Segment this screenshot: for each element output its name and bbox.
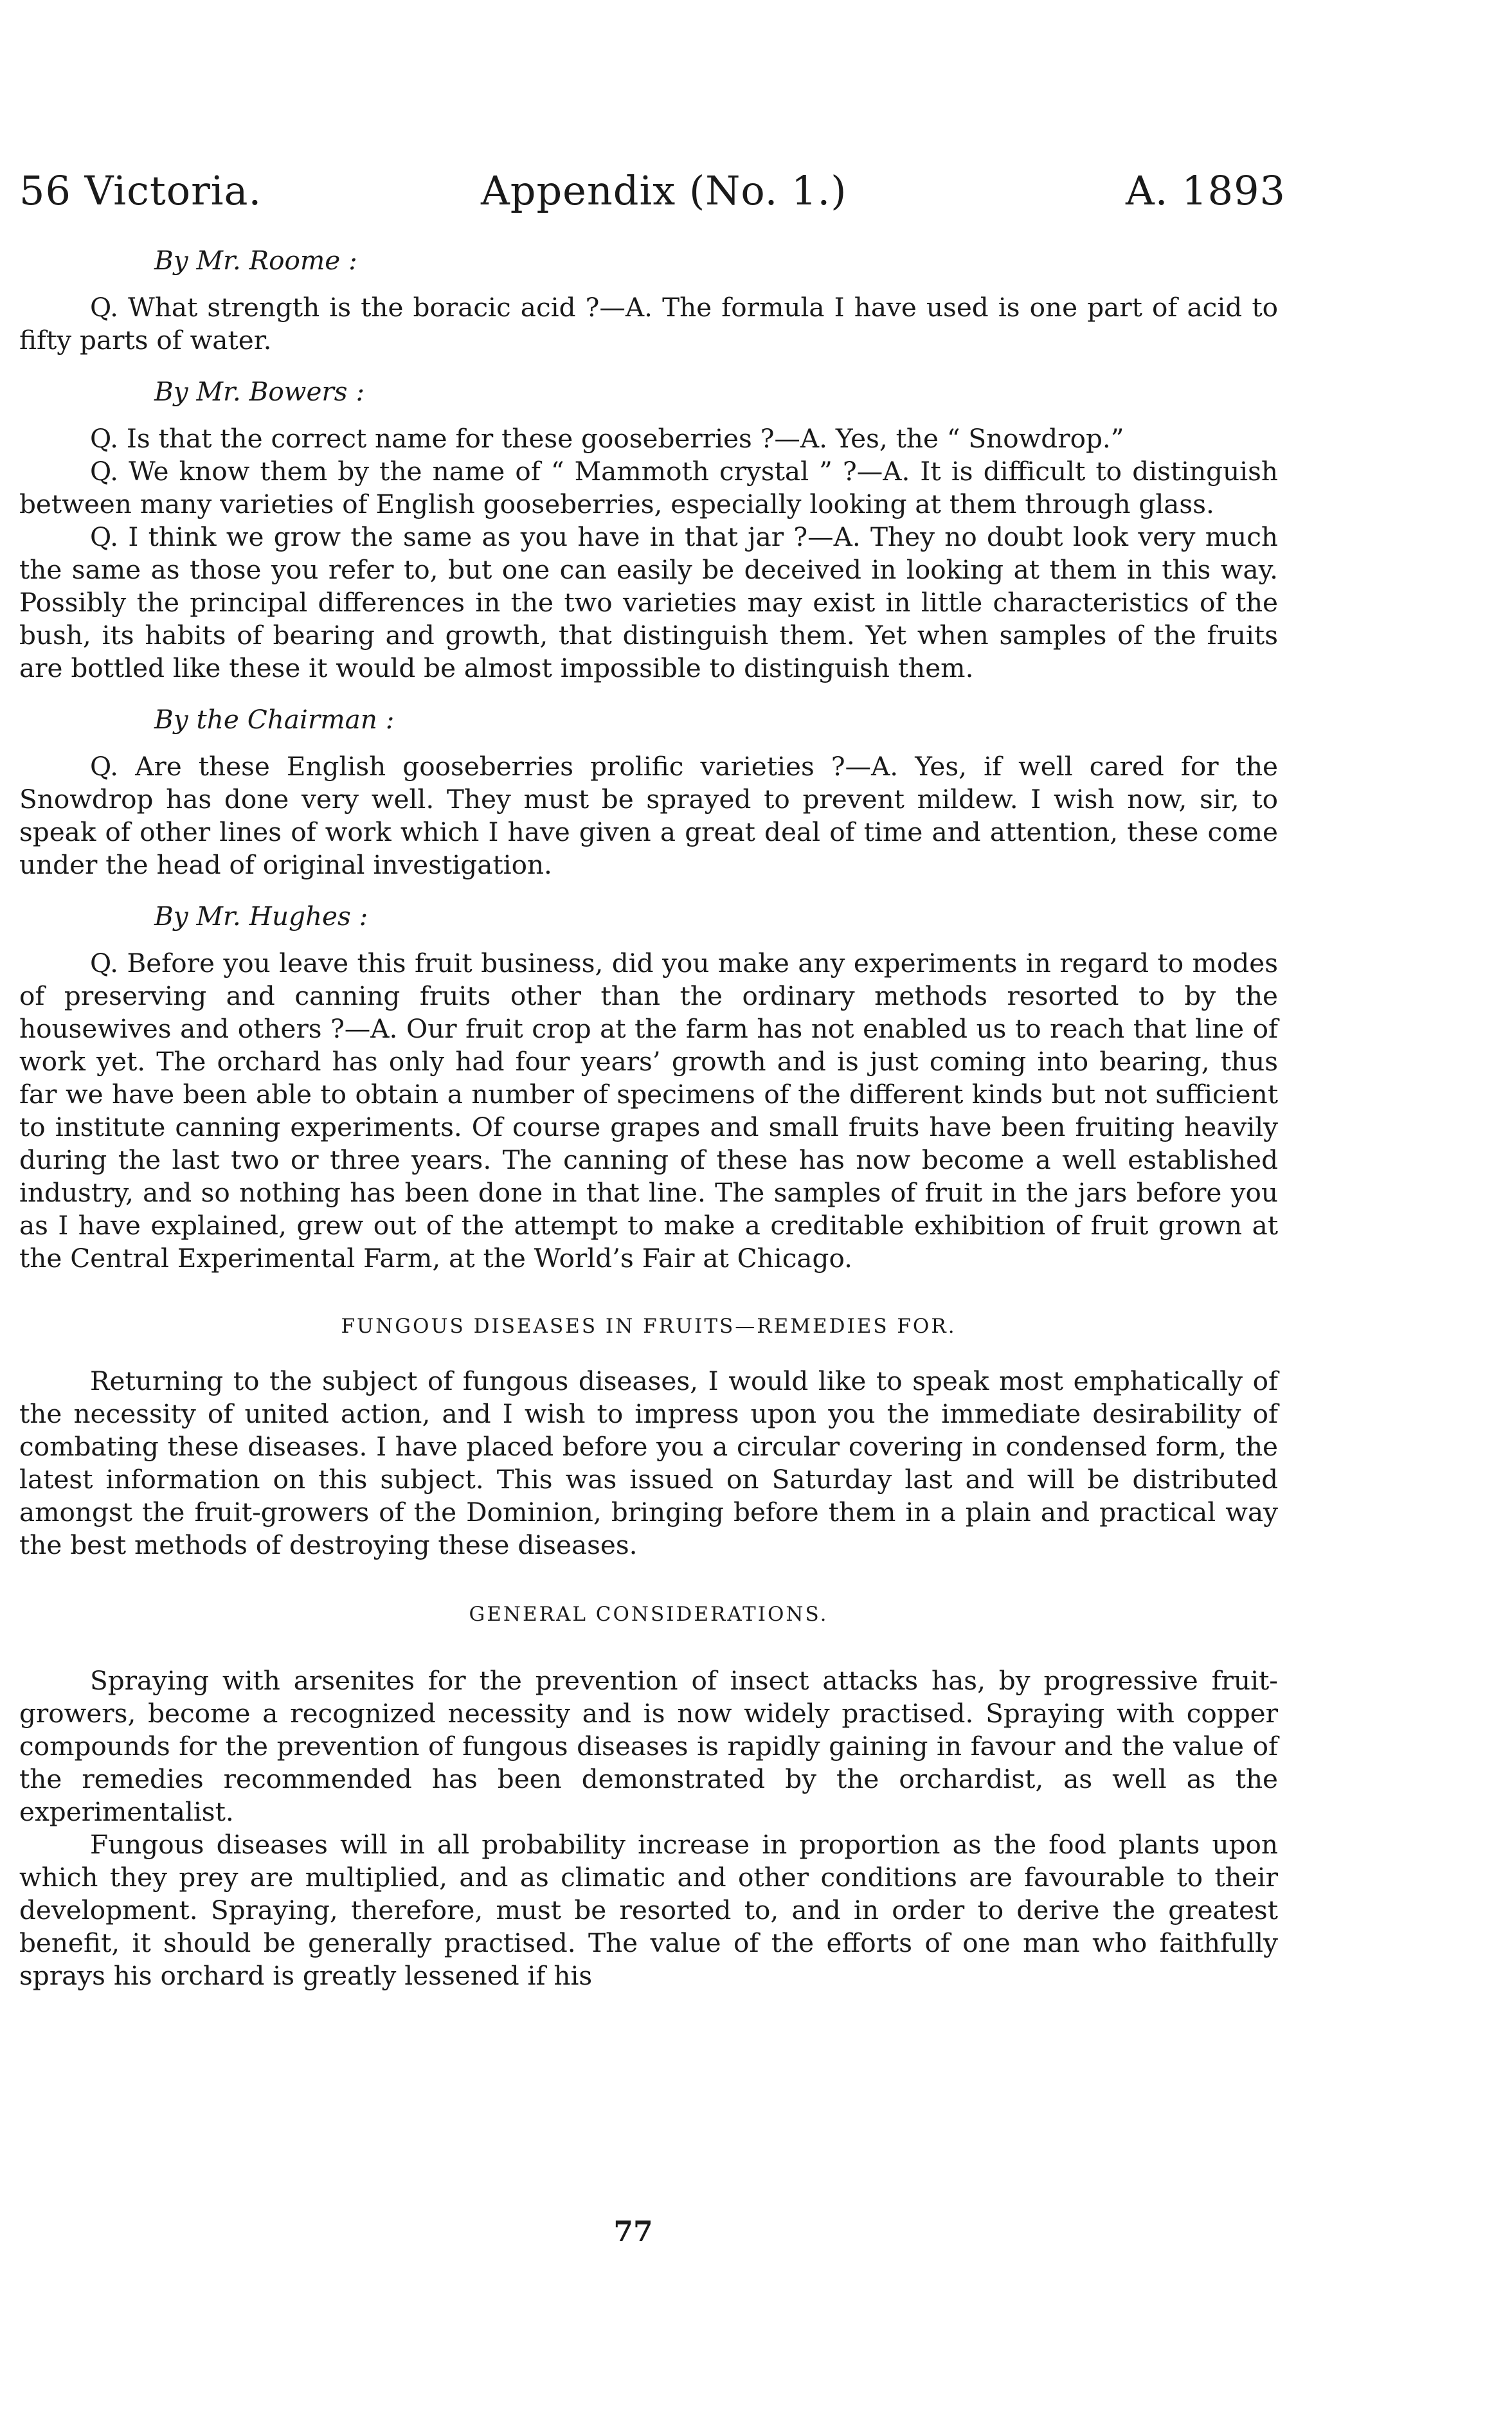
question-answer-paragraph: Q. I think we grow the same as you have in that jar ?—A. They no doubt look very much the same as those you refer to, but one can easily be deceived in looking at them in this way. Possibly the principal differences in the two varieties may exist in little characteristics of the bush, its habits of bearing and growth, that distinguish them. Yet when samples of the fruits are bottled like these it would be almost impossible to distinguish them.	[19, 521, 1278, 683]
section-heading: FUNGOUS DISEASES IN FRUITS—REMEDIES FOR.	[341, 1315, 957, 1338]
document-body	[19, 235, 1278, 1992]
question-answer-paragraph: Q. We know them by the name of “ Mammoth crystal ” ?—A. It is difficult to distinguish between many varieties of English gooseberries, especially looking at them through glass.	[19, 456, 1278, 519]
speaker-heading: By the Chairman :	[154, 704, 395, 735]
body-paragraph: Fungous diseases will in all probability increase in proportion as the food plants upon which they prey are multiplied, and as climatic and other conditions are favourable to their development. Spraying, therefore, must be resorted to, and in order to derive the greatest benefit, it should be generally practised. The value of the efforts of one man who faithfully sprays his orchard is greatly lessened if his	[19, 1829, 1278, 1991]
page-header	[19, 168, 1286, 213]
speaker-heading: By Mr. Roome :	[154, 245, 357, 276]
appendix-label: Appendix (No. 1.)	[481, 167, 847, 214]
section-heading: GENERAL CONSIDERATIONS.	[469, 1603, 829, 1626]
question-answer-paragraph: Q. Is that the correct name for these gooseberries ?—A. Yes, the “ Snowdrop.”	[90, 423, 1124, 454]
body-paragraph: Spraying with arsenites for the prevention of insect attacks has, by progressive fruit-growers, become a recognized necessity and is now widely practised. Spraying with copper compounds for the prevention of fungous diseases is rapidly gaining in favour and the value of the remedies recommended has been demonstrated by the orchardist, as well as the experimentalist.	[19, 1665, 1278, 1827]
body-paragraph: Returning to the subject of fungous diseases, I would like to speak most emphatically of the necessity of united action, and I wish to impress upon you the immediate desirability of combating these diseases. I have placed before you a circular covering in condensed form, the latest information on this subject. This was issued on Saturday last and will be distributed amongst the fruit-growers of the Dominion, bringing before them in a plain and practical way the best methods of destroying these diseases.	[19, 1366, 1278, 1560]
speaker-heading: By Mr. Hughes :	[154, 901, 368, 932]
year-label: A. 1893	[1126, 167, 1286, 214]
question-answer-paragraph: Q. What strength is the boracic acid ?—A. The formula I have used is one part of acid to fifty parts of water.	[19, 292, 1278, 356]
session-label: 56 Victoria.	[19, 167, 262, 214]
question-answer-paragraph: Q. Are these English gooseberries prolific varieties ?—A. Yes, if well cared for the Snowdrop has done very well. They must be sprayed to prevent mildew. I wish now, sir, to speak of other lines of work which I have given a great deal of time and attention, these come under the head of original investigation.	[19, 751, 1278, 880]
question-answer-paragraph: Q. Before you leave this fruit business, did you make any experiments in regard to modes of preserving and canning fruits other than the ordinary methods resorted to by the housewives and others ?—A. Our fruit crop at the farm has not enabled us to reach that line of work yet. The orchard has only had four years’ growth and is just coming into bearing, thus far we have been able to obtain a number of specimens of the different kinds but not sufficient to institute canning experiments. Of course grapes and small fruits have been fruiting heavily during the last two or three years. The canning of these has now become a well established industry, and so nothing has been done in that line. The samples of fruit in the jars before you as I have explained, grew out of the attempt to make a creditable exhibition of fruit grown at the Central Experimental Farm, at the World’s Fair at Chicago.	[19, 948, 1278, 1274]
speaker-heading: By Mr. Bowers :	[154, 376, 365, 407]
page-number: 77	[613, 2215, 653, 2248]
